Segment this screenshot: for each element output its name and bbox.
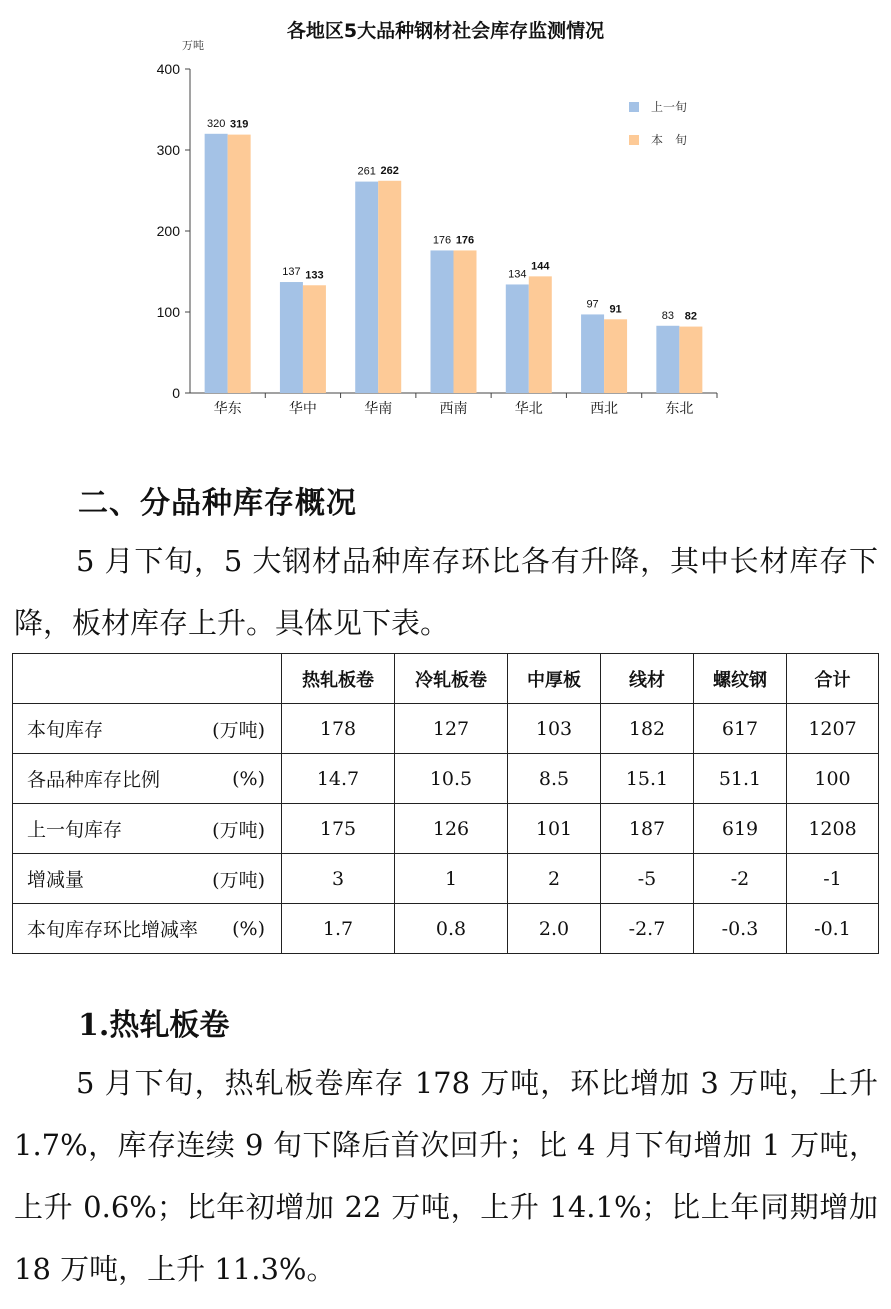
table-cell: 14.7 bbox=[282, 754, 395, 804]
table-cell: -1 bbox=[787, 854, 879, 904]
x-tick-label: 华东 bbox=[213, 401, 242, 417]
hot-rolled-paragraph: 5 月下旬，热轧板卷库存 178 万吨，环比增加 3 万吨，上升 1.7%，库存连续 9 旬下降后首次回升；比 4 月下旬增加 1 万吨，上升 0.6%；比年初增加 22 万吨，上升 14.1%；比上年同期增加 18 万吨，上升 11.3%。 bbox=[14, 1066, 878, 1286]
row-label-text: 增减量 bbox=[27, 869, 85, 891]
y-tick-label: 100 bbox=[156, 304, 180, 320]
table-header-cell: 中厚板 bbox=[508, 654, 601, 704]
data-label: 91 bbox=[609, 303, 622, 316]
table-cell: -2.7 bbox=[601, 904, 694, 954]
bar-current bbox=[378, 181, 401, 393]
table-cell: 103 bbox=[508, 704, 601, 754]
table-cell: 175 bbox=[282, 804, 395, 854]
data-label: 176 bbox=[432, 234, 452, 247]
row-unit: (%) bbox=[232, 917, 265, 940]
bar-current bbox=[303, 285, 326, 393]
table-cell: -5 bbox=[601, 854, 694, 904]
row-unit: (%) bbox=[232, 767, 265, 790]
y-tick-label: 200 bbox=[156, 223, 180, 239]
data-label: 262 bbox=[380, 164, 399, 177]
table-cell: 2 bbox=[508, 854, 601, 904]
data-label: 133 bbox=[305, 269, 324, 282]
data-label: 144 bbox=[531, 260, 550, 273]
table-cell: 1.7 bbox=[282, 904, 395, 954]
bar-current bbox=[228, 135, 251, 393]
row-label bbox=[13, 854, 282, 904]
table-cell: 617 bbox=[694, 704, 787, 754]
table-cell: 178 bbox=[282, 704, 395, 754]
data-label: 176 bbox=[455, 234, 475, 247]
data-label: 319 bbox=[229, 118, 249, 131]
table-cell: 2.0 bbox=[508, 904, 601, 954]
table-header-cell: 合计 bbox=[787, 654, 879, 704]
x-tick-label: 华北 bbox=[514, 401, 543, 417]
bar-previous bbox=[581, 314, 604, 393]
x-tick-label: 华南 bbox=[364, 401, 393, 417]
x-tick-label: 东北 bbox=[665, 401, 694, 417]
table-cell: 127 bbox=[395, 704, 508, 754]
table-row bbox=[13, 804, 879, 854]
y-tick-label: 300 bbox=[156, 142, 180, 158]
table-cell: 0.8 bbox=[395, 904, 508, 954]
bar-previous bbox=[205, 134, 228, 393]
table-cell: 101 bbox=[508, 804, 601, 854]
table-cell: 1208 bbox=[787, 804, 879, 854]
legend-swatch bbox=[629, 135, 639, 145]
data-label: 320 bbox=[206, 117, 226, 130]
y-axis-unit: 万吨 bbox=[182, 39, 204, 52]
row-label-text: 上一旬库存 bbox=[27, 819, 123, 841]
table-row bbox=[13, 854, 879, 904]
data-label: 82 bbox=[684, 310, 697, 323]
bar-previous bbox=[506, 284, 529, 393]
table-cell: -2 bbox=[694, 854, 787, 904]
data-label: 83 bbox=[661, 309, 674, 322]
y-tick-label: 0 bbox=[172, 385, 180, 401]
table-cell: 187 bbox=[601, 804, 694, 854]
table-cell: 1 bbox=[395, 854, 508, 904]
table-cell: 51.1 bbox=[694, 754, 787, 804]
table-header-row bbox=[13, 654, 879, 704]
table-cell: 182 bbox=[601, 704, 694, 754]
bar-current bbox=[604, 319, 627, 393]
bar-previous bbox=[280, 282, 303, 393]
data-label: 97 bbox=[586, 298, 599, 311]
bar-current bbox=[679, 327, 702, 393]
data-label: 261 bbox=[357, 165, 376, 178]
table-row bbox=[13, 754, 879, 804]
row-unit: (万吨) bbox=[212, 869, 265, 891]
row-label bbox=[13, 904, 282, 954]
table-header-cell: 螺纹钢 bbox=[694, 654, 787, 704]
x-tick-label: 西北 bbox=[590, 401, 619, 417]
row-label-text: 各品种库存比例 bbox=[27, 769, 161, 791]
x-tick-label: 西南 bbox=[439, 401, 468, 417]
table-header-cell: 冷轧板卷 bbox=[395, 654, 508, 704]
bar-current bbox=[454, 250, 477, 393]
row-unit: (万吨) bbox=[212, 819, 265, 841]
table-cell: 10.5 bbox=[395, 754, 508, 804]
data-label: 137 bbox=[282, 266, 301, 279]
table-cell: 8.5 bbox=[508, 754, 601, 804]
table-cell: -0.3 bbox=[694, 904, 787, 954]
table-cell: 15.1 bbox=[601, 754, 694, 804]
row-label bbox=[13, 804, 282, 854]
section-heading-by-variety: 二、分品种库存概况 bbox=[78, 486, 357, 521]
table-cell: 1207 bbox=[787, 704, 879, 754]
legend-label: 本 旬 bbox=[651, 133, 688, 147]
y-tick-label: 400 bbox=[156, 61, 180, 77]
data-label: 134 bbox=[508, 268, 527, 281]
x-tick-label: 华中 bbox=[288, 401, 317, 417]
section-heading-hot-rolled: 1.热轧板卷 bbox=[78, 1008, 230, 1043]
table-row bbox=[13, 904, 879, 954]
bar-previous bbox=[431, 250, 454, 393]
table-cell: 126 bbox=[395, 804, 508, 854]
inventory-table bbox=[12, 653, 879, 954]
row-label-text: 本旬库存环比增减率 bbox=[27, 919, 199, 941]
bar-previous bbox=[355, 182, 378, 393]
table-header-cell: 热轧板卷 bbox=[282, 654, 395, 704]
bar-current bbox=[529, 276, 552, 393]
chart-title: 各地区5大品种钢材社会库存监测情况 bbox=[286, 20, 605, 42]
bar-previous bbox=[656, 326, 679, 393]
row-unit: (万吨) bbox=[212, 719, 265, 741]
table-cell: -0.1 bbox=[787, 904, 879, 954]
table-cell: 3 bbox=[282, 854, 395, 904]
inventory-bar-chart bbox=[0, 0, 891, 440]
overview-paragraph: 5 月下旬，5 大钢材品种库存环比各有升降，其中长材库存下降，板材库存上升。具体见下表。 bbox=[14, 544, 878, 640]
table-header-cell bbox=[13, 654, 282, 704]
row-label-text: 本旬库存 bbox=[27, 719, 104, 741]
table-cell: 100 bbox=[787, 754, 879, 804]
table-row bbox=[13, 704, 879, 754]
row-label bbox=[13, 754, 282, 804]
row-label bbox=[13, 704, 282, 754]
legend-label: 上一旬 bbox=[651, 100, 688, 114]
legend-swatch bbox=[629, 102, 639, 112]
table-header-cell: 线材 bbox=[601, 654, 694, 704]
table-cell: 619 bbox=[694, 804, 787, 854]
